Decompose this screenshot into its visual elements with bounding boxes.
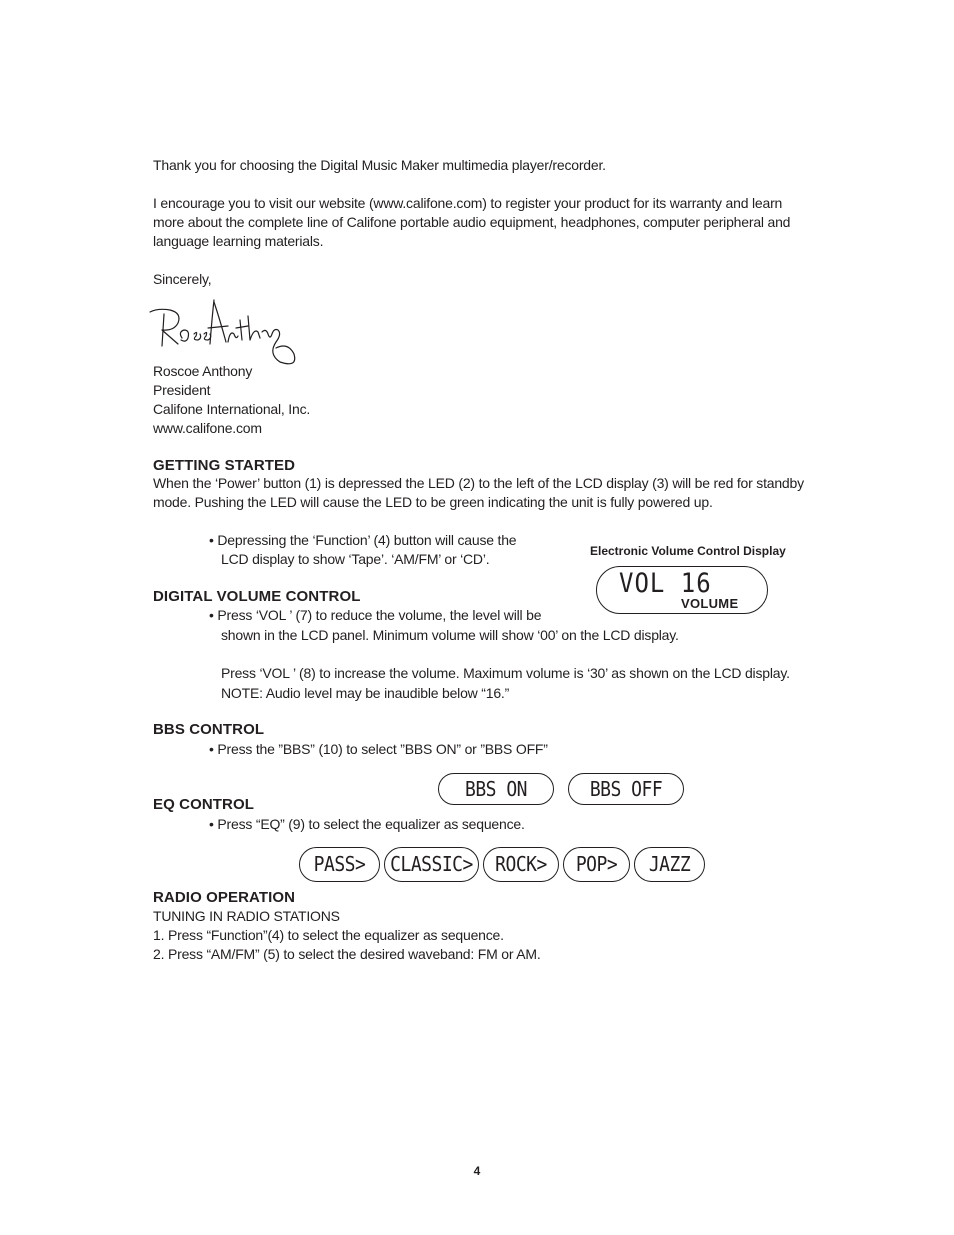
eq-line-1: • Press “EQ” (9) to select the equalizer as sequence. [209,816,525,832]
eq-rock-text: ROCK> [495,852,547,877]
radio-heading: RADIO OPERATION [153,889,296,906]
function-bullet-line-1: • Depressing the ‘Function’ (4) button will cause the [209,532,517,548]
signer-website: www.califone.com [153,420,262,436]
bbs-off-text: BBS OFF [589,776,663,802]
eq-pop-display [563,847,630,882]
volume-display-caption: Electronic Volume Control Display [590,544,786,558]
radio-step-2: 2. Press “AM/FM” (5) to select the desired waveband: FM or AM. [153,946,541,962]
digital-volume-heading: DIGITAL VOLUME CONTROL [153,588,361,605]
bbs-off-display [568,773,684,805]
volume-lcd-display [596,566,768,614]
signer-name: Roscoe Anthony [153,363,253,379]
eq-jazz-display [634,847,705,882]
encourage-text-3: language learning materials. [153,233,324,249]
eq-classic-display [384,847,479,882]
eq-jazz-text: JAZZ [648,852,691,877]
volume-line-3: Press ‘VOL ’ (8) to increase the volume. Maximum volume is ‘30’ as shown on the LCD display. [221,665,790,681]
signer-title: President [153,382,211,398]
eq-pop-text: POP> [575,852,618,877]
eq-pass-display [299,847,380,882]
bbs-on-display [438,773,554,805]
volume-lcd-text: VOL 16 [619,567,712,599]
radio-step-1: 1. Press “Function”(4) to select the equalizer as sequence. [153,927,504,943]
getting-started-line-2: mode. Pushing the LED will cause the LED to be green indicating the unit is fully powered up. [153,494,713,510]
volume-line-4: NOTE: Audio level may be inaudible below “16.” [221,685,510,701]
getting-started-line-1: When the ‘Power’ button (1) is depressed the LED (2) to the left of the LCD display (3) will be red for standby [153,475,804,491]
encourage-text-2: more about the complete line of Califone portable audio equipment, headphones, computer peripheral and [153,214,791,230]
function-bullet-line-2: LCD display to show ‘Tape’. ‘AM/FM’ or ‘CD’. [221,551,490,567]
page-number: 4 [473,1164,481,1178]
signature-image [148,298,308,370]
radio-subheading: TUNING IN RADIO STATIONS [153,908,340,924]
volume-lcd-label: VOLUME [681,596,739,611]
eq-heading: EQ CONTROL [153,796,254,813]
eq-classic-text: CLASSIC> [390,852,473,877]
bbs-heading: BBS CONTROL [153,721,265,738]
bbs-line-1: • Press the ”BBS” (10) to select ”BBS ON” or ”BBS OFF” [209,741,548,757]
closing-text: Sincerely, [153,271,212,287]
bbs-on-text: BBS ON [464,776,528,802]
volume-line-1: • Press ‘VOL ’ (7) to reduce the volume, the level will be [209,607,542,623]
thanks-text: Thank you for choosing the Digital Music Maker multimedia player/recorder. [153,157,606,173]
volume-line-2: shown in the LCD panel. Minimum volume will show ‘00’ on the LCD display. [221,627,679,643]
getting-started-heading: GETTING STARTED [153,457,296,474]
eq-pass-text: PASS> [313,852,366,877]
encourage-text-1: I encourage you to visit our website (www.califone.com) to register your product for its warranty and learn [153,195,783,211]
signer-company: Califone International, Inc. [153,401,311,417]
eq-rock-display [483,847,559,882]
